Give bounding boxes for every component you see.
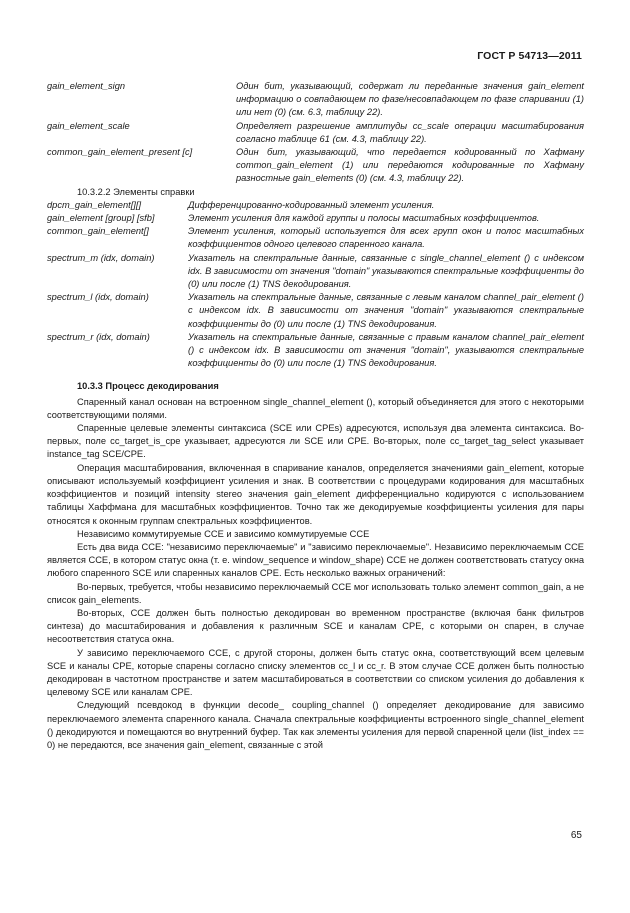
paragraph: Есть два вида CCE: "независимо переключаемые" и "зависимо переключаемые". Независимо переключаемым CCE является CCE, в котором статус окна (т. е. window_sequence и window_shape) CCE не должен соответствовать статусу окна любого спаренного SCE или спаренных каналов CPE. Есть несколько важных ограничений: bbox=[47, 541, 585, 579]
definition-term: spectrum_r (idx, domain) bbox=[47, 331, 150, 342]
definition-row bbox=[47, 252, 584, 292]
definition-term: spectrum_l (idx, domain) bbox=[47, 292, 149, 303]
definition-row bbox=[47, 120, 584, 146]
definition-term: gain_element_scale bbox=[47, 120, 130, 131]
definition-row bbox=[47, 291, 584, 331]
definition-text: Дифференцированно-кодированный элемент усиления. bbox=[188, 199, 435, 210]
section-title: 10.3.3 Процесс декодирования bbox=[77, 381, 219, 392]
standard-header: ГОСТ Р 54713—2011 bbox=[477, 50, 582, 62]
definition-term: gain_element_sign bbox=[47, 81, 126, 91]
definition-row bbox=[47, 212, 584, 225]
definition-text: Один бит, указывающий, содержат ли переданные значения gain_element информацию о совпадающем по фазе/несовпадающем по фазе спаривании (1) или нет (0) (см. 6.3, таблицу 22). bbox=[236, 81, 584, 118]
definition-text: Определяет разрешение амплитуды cc_scale операции масштабирования согласно таблице 61 (см. 4.3, таблицу 22). bbox=[236, 120, 584, 144]
subsection-heading: 10.3.2.2 Элементы справки bbox=[77, 186, 195, 197]
paragraph: Операция масштабирования, включенная в спаривание каналов, определяется значениями gain_element, которые описывают используемый коэффициент усиления и знак. В соответствии с процедурами кодирования для масштабных коэффициентов и позиций intensity stereo значения gain_element дифференциально кодируются с использованием таблицы Хаффмана для масштабных коэффициентов. Точно так же декодируемые коэффициенты усиления для пары относятся к оконным группам спектральных коэффициентов. bbox=[47, 462, 584, 526]
definition-text: Элемент усиления, который используется для всех групп окон и полос масштабных коэффициентов одного целевого спаренного канала. bbox=[188, 226, 584, 250]
page-number: 65 bbox=[570, 830, 582, 841]
definition-term: common_gain_element[] bbox=[47, 226, 149, 237]
definition-row bbox=[47, 146, 584, 186]
paragraph: Спаренные целевые элементы синтаксиса (SCE или CPEs) адресуются, используя два элемента синтаксиса. Во-первых, поле cc_target_is_cpe указывает, адресуются ли SCE или CPE. Во-вторых, поле cc_target_tag_select указывает instance_tag SCE/CPE. bbox=[47, 423, 584, 460]
definition-term: common_gain_element_present [c] bbox=[47, 147, 193, 158]
definition-text: Один бит, указывающий, что передается кодированный по Хафману common_gain_element (1) или передаются кодированные по Хафману разностные gain_elements (0) (см. 4.3, таблицу 22). bbox=[236, 147, 584, 184]
definition-term: dpcm_gain_element[][] bbox=[47, 199, 142, 210]
paragraph: Независимо коммутируемые CCE и зависимо коммутируемые CCE bbox=[77, 528, 370, 539]
definition-text: Указатель на спектральные данные, связанные с правым каналом channel_pair_element () с индексом idx. В зависимости от значения "domain", указываются спектральные коэффициенты до (0) или после (1) TNS декодирования. bbox=[188, 331, 584, 369]
page-body bbox=[47, 80, 584, 752]
definition-term: spectrum_m (idx, domain) bbox=[47, 252, 155, 263]
definition-row bbox=[47, 199, 584, 212]
definition-row bbox=[47, 80, 584, 120]
definition-text: Элемент усиления для каждой группы и полосы масштабных коэффициентов. bbox=[188, 213, 540, 224]
paragraph: У зависимо переключаемого CCE, с другой стороны, должен быть статус окна, соответствующий всем целевым SCE и каналы CPE, которые спарены согласно списку элементов cc_l и cc_r. В этом случае CCE должен быть полностью декодирован в частотном пространстве и затем масштабироваться в соответствии со списком усиления до добавления к целевому SCE или каналам CPE. bbox=[47, 647, 584, 698]
definition-term: gain_element [group] [sfb] bbox=[47, 213, 155, 224]
definition-text: Указатель на спектральные данные, связанные с левым каналом channel_pair_element () с индексом idx. В зависимости от значения "domain" указываются спектральные коэффициенты до (0) или после (1) TNS декодирования. bbox=[188, 292, 584, 329]
definition-row bbox=[47, 331, 584, 371]
paragraph: Спаренный канал основан на встроенном single_channel_element (), который объединяется для этого с некоторыми соответствующими полями. bbox=[47, 396, 584, 420]
paragraph: Во-вторых, CCE должен быть полностью декодирован во временном пространстве (включая банк фильтров синтеза) до масштабирования и добавления к различным SCE и каналам CPE, с которыми он спарен, в случае несоответствия статуса окна. bbox=[47, 607, 584, 645]
paragraph: Следующий псевдокод в функции decode_ coupling_channel () определяет декодирование для зависимо переключаемого элемента спаренного канала. Сначала спектральные коэффициенты встроенного single_channel_element () декодируются и помещаются во внутренний буфер. Так как элементы усиления для первой спаренной цели (list_index == 0) не передаются, все значения gain_element, связанные с этой bbox=[47, 700, 584, 750]
definition-row bbox=[47, 225, 584, 251]
paragraph: Во-первых, требуется, чтобы независимо переключаемый CCE мог использовать только элемент common_gain, а не список gain_elements. bbox=[47, 581, 584, 605]
definition-text: Указатель на спектральные данные, связанные с single_channel_element () с индексом idx. В зависимости от значения "domain" указываются спектральные коэффициенты до (0) или после (1) TNS декодирования. bbox=[188, 252, 584, 290]
